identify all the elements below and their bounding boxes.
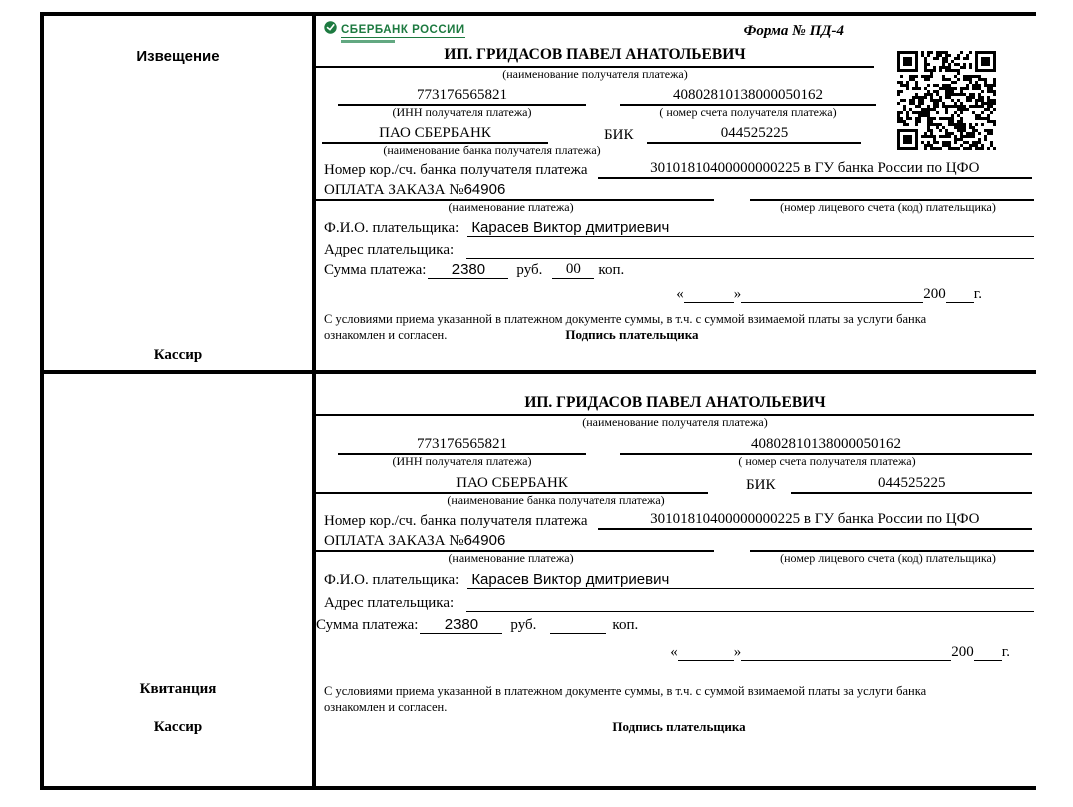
payment-caption-2: (наименование платежа) [448, 551, 574, 566]
bank-name-2: ПАО СБЕРБАНК [316, 475, 708, 494]
notice-header [316, 20, 1034, 46]
payment-purpose-row-2 [316, 532, 1034, 552]
order-number-value-2[interactable]: 64906 [463, 532, 506, 550]
agreement-line1-2: С условиями приема указанной в платежном документе суммы, в т.ч. с суммой взимаемой платы за услуги банка [324, 684, 927, 699]
date-day-field[interactable] [684, 284, 734, 303]
receipt-label: Квитанция [139, 681, 217, 697]
payer-address-field[interactable] [466, 240, 1034, 259]
sberbank-logo-icon [324, 21, 337, 34]
personal-account-field-2[interactable] [750, 532, 1034, 552]
payer-fio-row-2 [316, 571, 1034, 589]
date-month-field-2[interactable] [741, 642, 951, 661]
amount-row [316, 261, 1034, 279]
bik-value-2: 044525225 [791, 475, 1032, 494]
rub-label-2: руб. [510, 617, 537, 634]
amount-kop-field-2[interactable] [550, 615, 606, 634]
corr-value-2: 30101810400000000225 в ГУ банка России по ЦФО [598, 511, 1032, 530]
recipient-caption: (наименование получателя платежа) [502, 67, 688, 81]
bik-value: 044525225 [647, 125, 861, 144]
signature-label: Подпись плательщика [565, 327, 699, 343]
quote-open: « [676, 286, 684, 303]
payer-address-row [316, 240, 1034, 259]
cashier-label: Кассир [153, 347, 203, 363]
date-day-field-2[interactable] [678, 642, 734, 661]
recipient-caption-2: (наименование получателя платежа) [582, 415, 768, 429]
payment-captions-row [316, 201, 1034, 215]
payer-address-label: Адрес плательщика: [324, 242, 455, 259]
amount-label-2: Сумма платежа: [316, 617, 419, 634]
payment-purpose-row [316, 181, 1034, 201]
amount-rub-field[interactable]: 2380 [428, 261, 508, 279]
quote-open-2: « [670, 644, 678, 661]
inn-value-2: 773176565821 [338, 436, 586, 455]
notice-section [316, 16, 1036, 374]
inn-account-row-2 [316, 436, 1034, 455]
bik-label-2: БИК [746, 476, 776, 493]
inn-account-captions-2 [316, 455, 1034, 469]
sberbank-logo [324, 21, 465, 43]
corr-account-row [316, 160, 1034, 179]
amount-row-2 [316, 615, 1034, 634]
inn-caption-2: (ИНН получателя платежа) [392, 453, 532, 468]
account-value-2: 40802810138000050162 [620, 436, 1032, 455]
personal-account-caption: (номер лицевого счета (код) плательщика) [780, 200, 996, 215]
corr-account-row-2 [316, 511, 1034, 530]
receipt-section [316, 374, 1036, 786]
order-number-value[interactable]: 64906 [463, 181, 506, 199]
agreement-block [324, 311, 1034, 344]
year-suffix-2: г. [1001, 644, 1010, 661]
form-grid [40, 12, 1036, 790]
bik-label: БИК [604, 126, 634, 143]
date-year-field[interactable] [946, 284, 974, 303]
date-year-field-2[interactable] [974, 642, 1002, 661]
payment-caption: (наименование платежа) [448, 200, 574, 215]
bank-caption: (наименование банка получателя платежа) [383, 142, 601, 157]
payment-form-pd4 [40, 12, 1036, 790]
signature-label-2: Подпись плательщика [612, 718, 746, 734]
amount-kop-field[interactable]: 00 [552, 261, 594, 279]
personal-account-field[interactable] [750, 181, 1034, 201]
cashier-label-2: Кассир [153, 719, 203, 735]
bank-caption-2: (наименование банка получателя платежа) [447, 492, 665, 507]
sberbank-logo-text: СБЕРБАНК РОССИИ [341, 24, 465, 36]
kop-label-2: коп. [612, 617, 639, 634]
account-caption: ( номер счета получателя платежа) [659, 104, 837, 119]
payment-captions-row-2 [316, 552, 1034, 566]
recipient-name: ИП. ГРИДАСОВ ПАВЕЛ АНАТОЛЬЕВИЧ [316, 46, 874, 68]
personal-account-caption-2: (номер лицевого счета (код) плательщика) [780, 551, 996, 566]
sberbank-logo-subtext-strip [341, 40, 395, 43]
account-caption-2: ( номер счета получателя платежа) [738, 453, 916, 468]
agreement-block-2 [324, 683, 1034, 735]
payer-address-label-2: Адрес плательщика: [324, 595, 455, 612]
recipient-name-2: ИП. ГРИДАСОВ ПАВЕЛ АНАТОЛЬЕВИЧ [316, 394, 1034, 416]
year-prefix-2: 200 [951, 644, 974, 661]
amount-rub-field-2[interactable]: 2380 [420, 616, 502, 634]
year-prefix: 200 [923, 286, 946, 303]
payer-name-field[interactable]: Карасев Виктор дмитриевич [467, 219, 1034, 237]
inn-value: 773176565821 [338, 87, 586, 106]
notice-label: Извещение [136, 48, 220, 65]
year-suffix: г. [973, 286, 982, 303]
agreement-line2: ознакомлен и согласен. [324, 328, 448, 343]
rub-label: руб. [516, 262, 543, 279]
quote-close: » [733, 286, 742, 303]
account-value: 40802810138000050162 [620, 87, 876, 106]
inn-caption: (ИНН получателя платежа) [392, 104, 532, 119]
payer-fio-label: Ф.И.О. плательщика: [324, 220, 460, 237]
bank-bik-row-2 [316, 475, 1034, 494]
receipt-left-column [44, 374, 316, 786]
bank-name: ПАО СБЕРБАНК [322, 125, 548, 144]
date-row [316, 284, 982, 303]
payment-purpose [316, 181, 714, 201]
agreement-line1: С условиями приема указанной в платежном документе суммы, в т.ч. с суммой взимаемой платы за услуги банка [324, 312, 927, 327]
amount-label: Сумма платежа: [324, 262, 427, 279]
date-month-field[interactable] [741, 284, 923, 303]
payer-name-field-2[interactable]: Карасев Виктор дмитриевич [467, 571, 1034, 589]
corr-label-2: Номер кор./сч. банка получателя платежа [324, 513, 588, 530]
date-row-2 [316, 642, 1010, 661]
corr-value: 30101810400000000225 в ГУ банка России по ЦФО [598, 160, 1032, 179]
payer-address-row-2 [316, 593, 1034, 612]
form-number: Форма № ПД-4 [743, 23, 844, 39]
kop-label: коп. [598, 262, 625, 279]
payment-purpose-prefix-2: ОПЛАТА ЗАКАЗА № [324, 533, 464, 550]
payer-fio-row [316, 219, 1034, 237]
quote-close-2: » [733, 644, 742, 661]
payment-purpose-prefix: ОПЛАТА ЗАКАЗА № [324, 182, 464, 199]
payment-purpose-2 [316, 532, 714, 552]
agreement-line2-2: ознакомлен и согласен. [324, 700, 448, 715]
qr-code [897, 51, 996, 150]
payer-fio-label-2: Ф.И.О. плательщика: [324, 572, 460, 589]
payer-address-field-2[interactable] [466, 593, 1034, 612]
notice-left-column [44, 16, 316, 374]
corr-label: Номер кор./сч. банка получателя платежа [324, 162, 588, 179]
